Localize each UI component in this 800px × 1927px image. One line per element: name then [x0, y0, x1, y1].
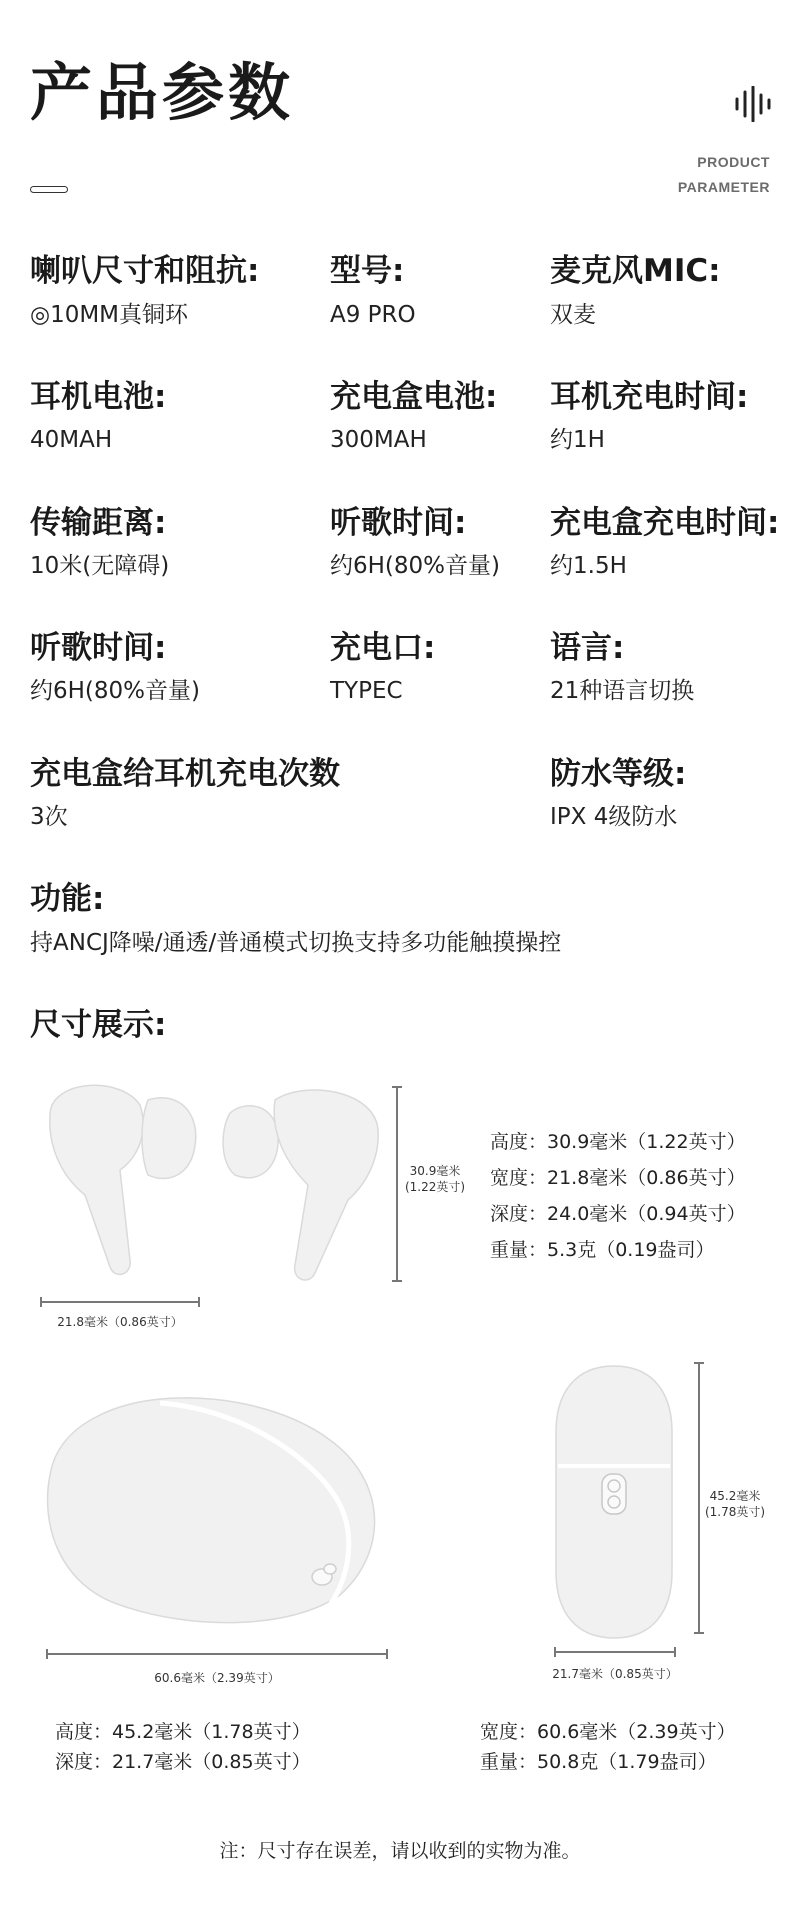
param-label: 充电盒给耳机充电次数	[30, 756, 340, 792]
spec-line: 高度：45.2毫米（1.78英寸）	[55, 1721, 311, 1743]
param-value: 双麦	[550, 302, 596, 328]
case-front-width-label: 21.7毫米（0.85英寸）	[552, 1667, 678, 1681]
case-width-dimension	[46, 1649, 388, 1661]
case-height-in: (1.78英寸)	[704, 1505, 766, 1519]
function-value: 持ANCJ降噪/通透/普通模式切换支持多功能触摸操控	[30, 930, 562, 956]
param-value: 约6H(80%音量)	[330, 553, 500, 579]
param-value: 约1H	[550, 427, 605, 453]
spec-line: 深度：21.7毫米（0.85英寸）	[55, 1751, 311, 1773]
param-label: 耳机充电时间:	[550, 379, 749, 415]
earbud-height-label	[400, 1163, 470, 1195]
case-height-label	[700, 1488, 770, 1520]
case-height-mm: 45.2毫米	[709, 1489, 761, 1503]
earbuds-image	[30, 1075, 410, 1295]
param-label: 麦克风MIC:	[550, 253, 721, 289]
param-value: TYPEC	[330, 678, 403, 704]
earbud-height-mm: 30.9毫米	[409, 1164, 461, 1178]
page-subtitle	[678, 150, 770, 200]
page-title: 产品参数	[30, 56, 295, 129]
param-label: 型号:	[330, 253, 405, 289]
param-label: 听歌时间:	[30, 630, 167, 666]
charging-case-side-image	[40, 1385, 400, 1635]
param-label: 充电盒电池:	[330, 379, 498, 415]
spec-line: 重量：5.3克（0.19盎司）	[490, 1239, 715, 1261]
param-label: 防水等级:	[550, 756, 687, 792]
case-specs-right	[480, 1717, 736, 1777]
param-label: 喇叭尺寸和阻抗:	[30, 253, 260, 289]
param-value: A9 PRO	[330, 302, 416, 328]
param-value: 约6H(80%音量)	[30, 678, 200, 704]
subtitle-line1: PRODUCT	[697, 154, 770, 170]
param-label: 听歌时间:	[330, 505, 467, 541]
earbud-width-label: 21.8毫米（0.86英寸）	[57, 1315, 183, 1329]
param-value: 21种语言切换	[550, 678, 695, 704]
param-label: 传输距离:	[30, 505, 167, 541]
spec-line: 宽度：60.6毫米（2.39英寸）	[480, 1721, 736, 1743]
param-value: 10米(无障碍)	[30, 553, 170, 579]
spec-line: 宽度：21.8毫米（0.86英寸）	[490, 1167, 746, 1189]
disclaimer-note: 注：尺寸存在误差，请以收到的实物为准。	[219, 1840, 581, 1862]
param-value: 300MAH	[330, 427, 427, 453]
earbud-width-dimension	[40, 1297, 200, 1309]
param-label: 充电盒充电时间:	[550, 505, 780, 541]
param-value: IPX 4级防水	[550, 804, 678, 830]
param-value: 约1.5H	[550, 553, 627, 579]
spec-line: 深度：24.0毫米（0.94英寸）	[490, 1203, 746, 1225]
spec-line: 高度：30.9毫米（1.22英寸）	[490, 1131, 746, 1153]
param-label: 语言:	[550, 630, 625, 666]
param-label: 耳机电池:	[30, 379, 167, 415]
param-value: 40MAH	[30, 427, 113, 453]
case-width-label: 60.6毫米（2.39英寸）	[154, 1671, 280, 1685]
charging-case-front-image	[550, 1362, 678, 1642]
function-label: 功能:	[30, 881, 105, 917]
case-front-width-dimension	[554, 1647, 676, 1659]
subtitle-line2: PARAMETER	[677, 179, 770, 195]
spec-line: 重量：50.8克（1.79盎司）	[480, 1751, 717, 1773]
case-specs-left	[55, 1717, 311, 1777]
earbud-specs	[490, 1124, 746, 1268]
title-underline	[30, 186, 68, 193]
param-value: 3次	[30, 804, 68, 830]
param-label: 充电口:	[330, 630, 436, 666]
earbud-height-in: (1.22英寸)	[404, 1180, 466, 1194]
param-value: ◎10MM真铜环	[30, 302, 189, 328]
size-section-label: 尺寸展示:	[30, 1007, 167, 1043]
sound-wave-icon	[734, 86, 772, 122]
